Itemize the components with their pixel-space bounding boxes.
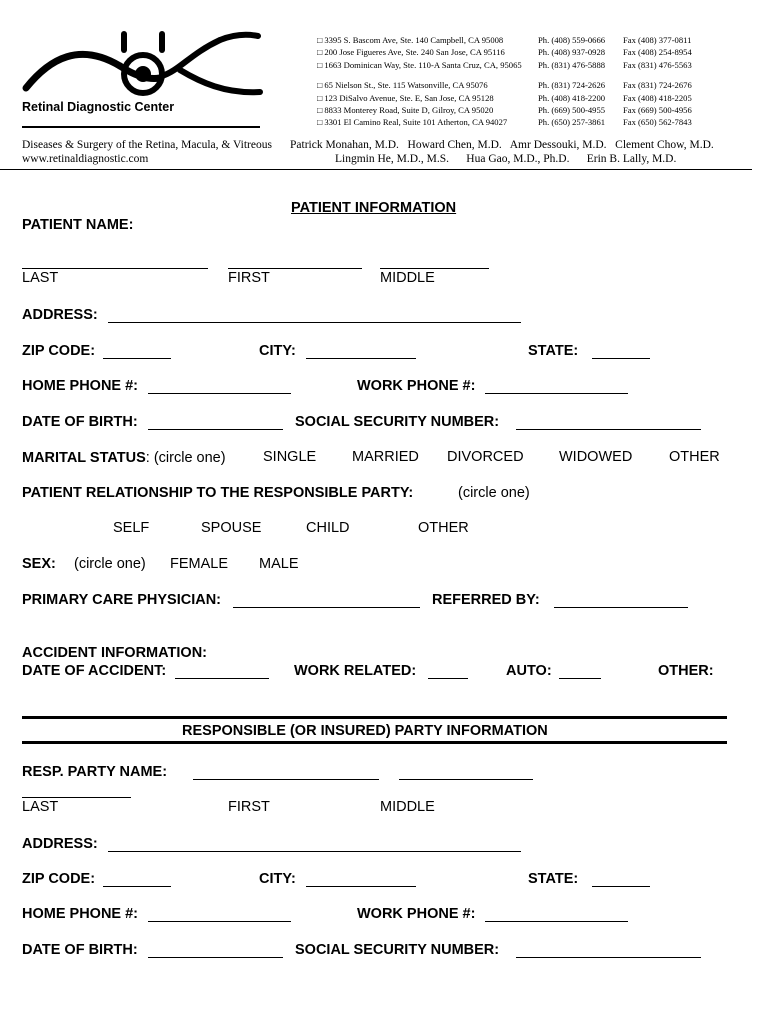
location-phone: Ph. (408) 559-0666	[538, 35, 606, 45]
relationship-option-child[interactable]: CHILD	[306, 520, 350, 536]
location-row: □ 8833 Monterey Road, Suite D, Gilroy, CA 95020	[317, 104, 494, 115]
resp-city-field[interactable]	[306, 886, 416, 887]
sex-label: SEX:	[22, 556, 56, 572]
patient-info-heading: PATIENT INFORMATION	[291, 200, 457, 216]
last-name-field[interactable]	[22, 268, 208, 269]
city-field[interactable]	[306, 358, 416, 359]
doctor-list-row-2: Lingmin He, M.D., M.S. Hua Gao, M.D., Ph.D. Erin B. Lally, M.D.	[335, 153, 677, 165]
home-phone-label: HOME PHONE #:	[22, 378, 139, 394]
patient-name-label: PATIENT NAME:	[22, 217, 134, 233]
resp-middle-name-label: MIDDLE	[380, 799, 435, 815]
location-phone: Ph. (650) 257-3861	[538, 117, 606, 128]
resp-address-field[interactable]	[108, 851, 521, 852]
home-phone-field[interactable]	[148, 393, 291, 394]
relationship-label: PATIENT RELATIONSHIP TO THE RESPONSIBLE PARTY:	[22, 485, 414, 501]
header-divider	[0, 169, 752, 170]
clinic-website: www.retinaldiagnostic.com	[22, 153, 149, 165]
relationship-option-self[interactable]: SELF	[113, 520, 150, 536]
last-name-label: LAST	[22, 270, 59, 286]
doctor-list-row-1: Patrick Monahan, M.D. Howard Chen, M.D. Amr Dessouki, M.D. Clement Chow, M.D.	[290, 139, 714, 151]
location-phone: Ph. (831) 724-2626	[538, 80, 606, 91]
address-label: ADDRESS:	[22, 307, 98, 323]
eye-logo-icon	[20, 30, 265, 105]
resp-city-label: CITY:	[259, 871, 296, 887]
work-related-label: WORK RELATED:	[294, 663, 417, 679]
date-of-birth-field[interactable]	[148, 429, 283, 430]
location-phone: Ph. (408) 418-2200	[538, 92, 606, 103]
city-label: CITY:	[259, 343, 296, 359]
referred-by-field[interactable]	[554, 607, 688, 608]
resp-home-phone-label: HOME PHONE #:	[22, 906, 139, 922]
sex-option-male[interactable]: MALE	[259, 556, 299, 572]
sex-hint: (circle one)	[74, 556, 146, 572]
auto-label: AUTO:	[506, 663, 552, 679]
resp-last-name-field[interactable]	[22, 797, 131, 798]
resp-date-of-birth-label: DATE OF BIRTH:	[22, 942, 138, 958]
resp-state-label: STATE:	[528, 871, 579, 887]
resp-first-name-label: FIRST	[228, 799, 270, 815]
middle-name-field[interactable]	[380, 268, 489, 269]
zip-code-label: ZIP CODE:	[22, 343, 96, 359]
state-label: STATE:	[528, 343, 579, 359]
location-fax: Fax (669) 500-4956	[623, 105, 692, 116]
location-row: □ 3395 S. Bascom Ave, Ste. 140 Campbell, CA 95008	[317, 35, 504, 45]
location-fax: Fax (831) 724-2676	[623, 80, 692, 91]
marital-option-single[interactable]: SINGLE	[263, 449, 317, 465]
resp-work-phone-field[interactable]	[485, 921, 628, 922]
clinic-name: Retinal Diagnostic Center	[22, 100, 175, 114]
resp-state-field[interactable]	[592, 886, 650, 887]
first-name-label: FIRST	[228, 270, 270, 286]
resp-home-phone-field[interactable]	[148, 921, 291, 922]
location-fax: Fax (408) 377-0811	[623, 35, 692, 45]
work-related-field[interactable]	[428, 678, 468, 679]
marital-status-row	[22, 449, 226, 467]
other-accident-label: OTHER:	[658, 663, 714, 679]
location-row: □ 200 Jose Figueres Ave, Ste. 240 San Jose, CA 95116	[317, 47, 505, 58]
location-fax: Fax (831) 476-5563	[623, 59, 692, 70]
primary-care-physician-label: PRIMARY CARE PHYSICIAN:	[22, 592, 221, 608]
location-fax: Fax (408) 254-8954	[623, 47, 692, 58]
date-of-accident-label: DATE OF ACCIDENT:	[22, 663, 167, 679]
date-of-birth-label: DATE OF BIRTH:	[22, 414, 138, 430]
auto-field[interactable]	[559, 678, 601, 679]
work-phone-label: WORK PHONE #:	[357, 378, 476, 394]
middle-name-label: MIDDLE	[380, 270, 435, 286]
section-divider-top	[22, 716, 727, 719]
marital-option-divorced[interactable]: DIVORCED	[447, 449, 524, 465]
resp-middle-name-field[interactable]	[399, 779, 533, 780]
marital-status-label: MARITAL STATUS	[22, 450, 146, 466]
fax-list	[623, 34, 692, 129]
location-row: □ 3301 El Camino Real, Suite 101 Atherton, CA 94027	[317, 117, 508, 128]
ssn-field[interactable]	[516, 429, 701, 430]
sex-option-female[interactable]: FEMALE	[170, 556, 229, 572]
address-field[interactable]	[108, 322, 521, 323]
clinic-specialty: Diseases & Surgery of the Retina, Macula, & Vitreous	[22, 139, 272, 151]
resp-ssn-field[interactable]	[516, 957, 701, 958]
resp-address-label: ADDRESS:	[22, 836, 98, 852]
relationship-hint: (circle one)	[458, 485, 530, 501]
accident-info-heading: ACCIDENT INFORMATION:	[22, 645, 207, 661]
resp-date-of-birth-field[interactable]	[148, 957, 283, 958]
resp-work-phone-label: WORK PHONE #:	[357, 906, 476, 922]
marital-status-hint: : (circle one)	[145, 450, 226, 466]
resp-first-name-field[interactable]	[193, 779, 379, 780]
resp-party-name-label: RESP. PARTY NAME:	[22, 764, 168, 780]
date-of-accident-field[interactable]	[175, 678, 269, 679]
location-row: □ 1663 Dominican Way, Ste. 110-A Santa Cruz, CA, 95065	[317, 59, 522, 70]
first-name-field[interactable]	[228, 268, 362, 269]
responsible-party-heading: RESPONSIBLE (OR INSURED) PARTY INFORMATION	[182, 723, 548, 739]
clinic-logo	[20, 30, 265, 105]
resp-zip-code-label: ZIP CODE:	[22, 871, 96, 887]
location-fax: Fax (408) 418-2205	[623, 92, 692, 103]
resp-last-name-label: LAST	[22, 799, 59, 815]
work-phone-field[interactable]	[485, 393, 628, 394]
logo-divider	[22, 126, 260, 128]
location-row: □ 123 DiSalvo Avenue, Ste. E, San Jose, CA 95128	[317, 92, 494, 103]
marital-option-widowed[interactable]: WIDOWED	[559, 449, 633, 465]
location-row: □ 65 Nielson St., Ste. 115 Watsonville, CA 95076	[317, 80, 488, 91]
state-field[interactable]	[592, 358, 650, 359]
relationship-option-spouse[interactable]: SPOUSE	[201, 520, 262, 536]
primary-care-physician-field[interactable]	[233, 607, 420, 608]
resp-ssn-label: SOCIAL SECURITY NUMBER:	[295, 942, 500, 958]
location-list	[317, 34, 522, 129]
marital-option-other[interactable]: OTHER	[669, 449, 720, 465]
zip-code-field[interactable]	[103, 358, 171, 359]
location-phone: Ph. (831) 476-5888	[538, 59, 606, 70]
resp-zip-code-field[interactable]	[103, 886, 171, 887]
relationship-option-other[interactable]: OTHER	[418, 520, 469, 536]
referred-by-label: REFERRED BY:	[432, 592, 540, 608]
ssn-label: SOCIAL SECURITY NUMBER:	[295, 414, 500, 430]
location-phone: Ph. (669) 500-4955	[538, 105, 606, 116]
marital-option-married[interactable]: MARRIED	[352, 449, 419, 465]
phone-list	[538, 34, 605, 129]
location-phone: Ph. (408) 937-0928	[538, 47, 606, 58]
location-fax: Fax (650) 562-7843	[623, 117, 692, 128]
section-divider-bottom	[22, 741, 727, 744]
